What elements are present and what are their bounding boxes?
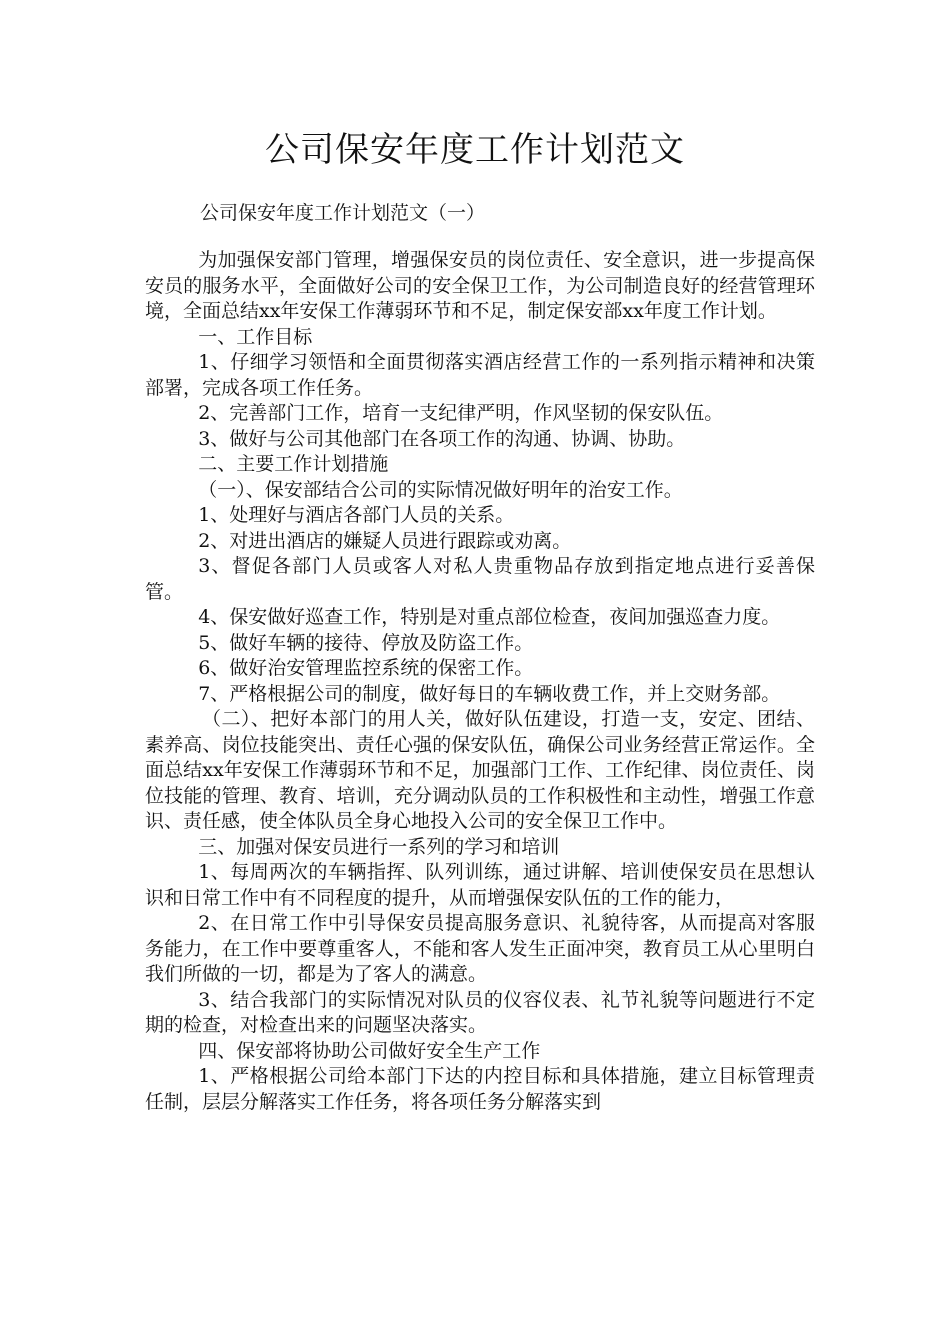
heading-production-safety: 四、保安部将协助公司做好安全生产工作: [198, 1039, 541, 1062]
training-item-3: 3、结合我部门的实际情况对队员的仪容仪表、礼节礼貌等问题进行不定期的检查，对检查出来的问题坚决落实。: [145, 988, 815, 1036]
safety-item-1: 1、严格根据公司给本部门下达的内控目标和具体措施，建立目标管理责任制，层层分解落实工作任务，将各项任务分解落实到: [145, 1065, 815, 1113]
measure-item-4: 4、保安做好巡查工作，特别是对重点部位检查，夜间加强巡查力度。: [198, 606, 781, 628]
measure-item-1: 1、处理好与酒店各部门人员的关系。: [198, 504, 515, 526]
paragraph-intro: 为加强保安部门管理，增强保安员的岗位责任、安全意识，进一步提高保安员的服务水平，全面做好公司的安全保卫工作，为公司制造良好的经营管理环境，全面总结xx年安保工作薄弱环节和不足，制定保安部xx年度工作计划。: [145, 249, 815, 322]
measure-item-6: 6、做好治安管理监控系统的保密工作。: [198, 657, 534, 679]
measure-item-3: 3、督促各部门人员或客人对私人贵重物品存放到指定地点进行妥善保管。: [145, 555, 815, 603]
goal-item-1: 1、仔细学习领悟和全面贯彻落实酒店经营工作的一系列指示精神和决策部署，完成各项工作任务。: [145, 351, 815, 399]
document-body: [145, 248, 815, 1115]
heading-goals: 一、工作目标: [198, 325, 313, 348]
goal-item-3: 3、做好与公司其他部门在各项工作的沟通、协调、协助。: [198, 427, 686, 450]
goal-item-2: 2、完善部门工作，培育一支纪律严明，作风坚韧的保安队伍。: [198, 402, 724, 424]
document-title: 公司保安年度工作计划范文: [265, 130, 685, 170]
measure-item-2: 2、对进出酒店的嫌疑人员进行跟踪或劝离。: [198, 529, 572, 552]
measure-item-7: 7、严格根据公司的制度，做好每日的车辆收费工作，并上交财务部。: [198, 682, 781, 705]
subheading-team-building: （二）、把好本部门的用人关，做好队伍建设，打造一支，安定、团结、素养高、岗位技能突出、责任心强的保安队伍，确保公司业务经营正常运作。全面总结xx年安保工作薄弱环节和不足，加强部门工作、工作纪律、岗位责任、岗位技能的管理、教育、培训，充分调动队员的工作积极性和主动性，增强工作意识、责任感，使全体队员全身心地投入公司的安全保卫工作中。: [145, 708, 815, 832]
training-item-2: 2、在日常工作中引导保安员提高服务意识、礼貌待客，从而提高对客服务能力，在工作中要尊重客人，不能和客人发生正面冲突，教育员工从心里明白我们所做的一切，都是为了客人的满意。: [145, 912, 815, 985]
heading-measures: 二、主要工作计划措施: [198, 453, 389, 475]
measure-item-5: 5、做好车辆的接待、停放及防盗工作。: [198, 631, 534, 654]
subheading-security-work: （一）、保安部结合公司的实际情况做好明年的治安工作。: [198, 478, 683, 501]
document-subtitle: 公司保安年度工作计划范文（一）: [200, 202, 486, 224]
training-item-1: 1、每周两次的车辆指挥、队列训练，通过讲解、培训使保安员在思想认识和日常工作中有不同程度的提升，从而增强保安队伍的工作的能力，: [145, 861, 815, 909]
heading-training: 三、加强对保安员进行一系列的学习和培训: [198, 835, 560, 858]
